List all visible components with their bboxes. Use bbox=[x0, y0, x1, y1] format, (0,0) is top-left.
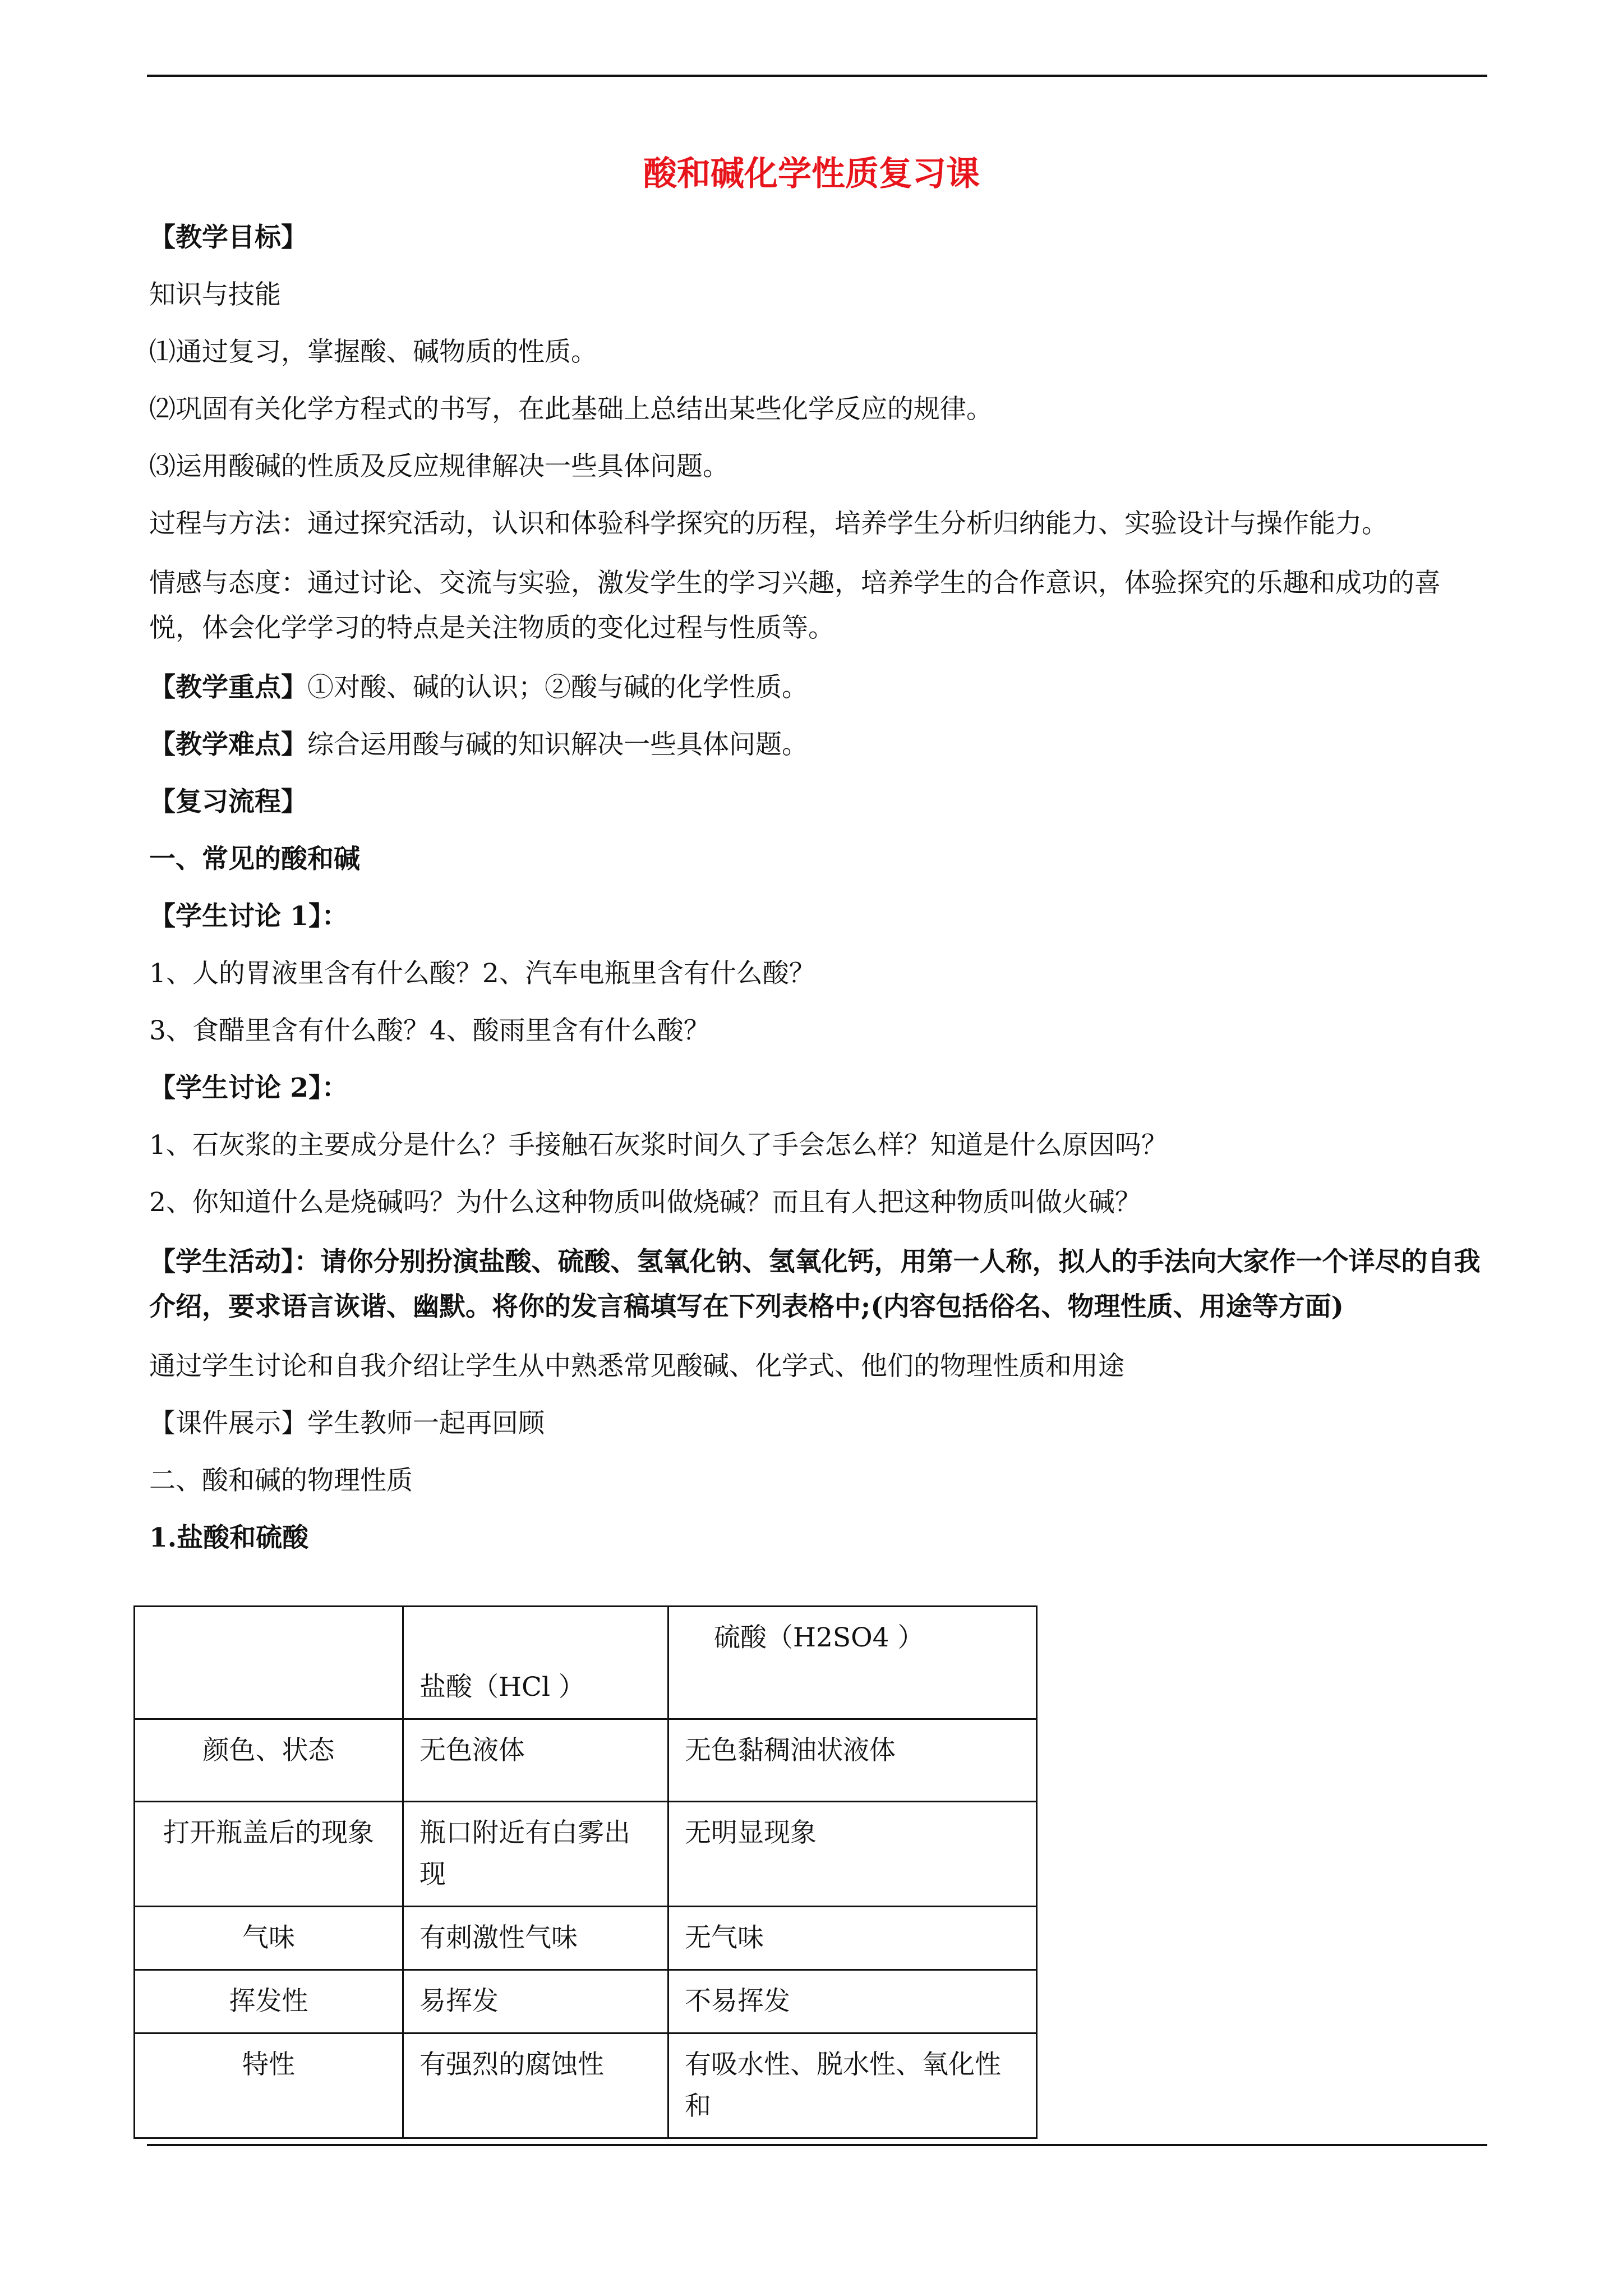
footer-rule bbox=[147, 2144, 1487, 2146]
section-2-heading: 二、酸和碱的物理性质 bbox=[149, 1465, 413, 1496]
table-cell: 打开瓶盖后的现象 bbox=[135, 1802, 403, 1907]
table-row bbox=[135, 1907, 1037, 1970]
table-row bbox=[135, 1970, 1037, 2033]
table-cell: 瓶口附近有白雾出现 bbox=[403, 1802, 668, 1907]
table-cell: 气味 bbox=[135, 1907, 403, 1970]
difficulties-text: 综合运用酸与碱的知识解决一些具体问题。 bbox=[307, 729, 808, 760]
discussion-2-line-b: 2、你知道什么是烧碱吗？为什么这种物质叫做烧碱？而且有人把这种物质叫做火碱？ bbox=[149, 1187, 1141, 1218]
objectives-heading: 【教学目标】 bbox=[149, 222, 307, 253]
difficulties-label: 【教学难点】 bbox=[149, 729, 307, 760]
table-cell: 有刺激性气味 bbox=[403, 1907, 668, 1970]
table-cell: 有吸水性、脱水性、氧化性和 bbox=[668, 2033, 1037, 2138]
table-cell: 无色液体 bbox=[403, 1719, 668, 1802]
objective-item-3: ⑶运用酸碱的性质及反应规律解决一些具体问题。 bbox=[149, 451, 729, 482]
emotion-attitude: 情感与态度：通过讨论、交流与实验，激发学生的学习兴趣，培养学生的合作意识，体验探究的乐趣和成功的喜悦，体会化学学习的特点是关注物质的变化过程与性质等。 bbox=[149, 568, 1441, 643]
table-cell: 挥发性 bbox=[135, 1970, 403, 2033]
table-header-cell: 盐酸（HCl ） bbox=[403, 1607, 668, 1719]
table-cell: 不易挥发 bbox=[668, 1970, 1037, 2033]
table-cell: 无色黏稠油状液体 bbox=[668, 1719, 1037, 1802]
courseware-text: 学生教师一起再回顾 bbox=[307, 1408, 545, 1439]
table-header-cell bbox=[668, 1607, 1037, 1719]
document-body bbox=[149, 218, 1490, 1575]
table-cell: 易挥发 bbox=[403, 1970, 668, 2033]
discussion-1-heading: 【学生讨论 1】： bbox=[149, 901, 348, 932]
key-points bbox=[149, 668, 1490, 708]
discussion-1-line-b: 3、食醋里含有什么酸？4、酸雨里含有什么酸？ bbox=[149, 1015, 710, 1046]
process-method: 过程与方法：通过探究活动，认识和体验科学探究的历程，培养学生分析归纳能力、实验设计与操作能力。 bbox=[149, 508, 1388, 539]
header-rule bbox=[147, 75, 1487, 77]
review-flow-heading: 【复习流程】 bbox=[149, 786, 307, 817]
table-header-cell bbox=[135, 1607, 403, 1719]
discussion-2-heading: 【学生讨论 2】： bbox=[149, 1073, 348, 1103]
table-row bbox=[135, 1719, 1037, 1802]
table-cell: 无气味 bbox=[668, 1907, 1037, 1970]
activity-summary: 通过学生讨论和自我介绍让学生从中熟悉常见酸碱、化学式、他们的物理性质和用途 bbox=[149, 1351, 1124, 1382]
table-cell: 无明显现象 bbox=[668, 1802, 1037, 1907]
objective-item-1: ⑴通过复习，掌握酸、碱物质的性质。 bbox=[149, 337, 597, 367]
sulfuric-acid-header: 硫酸（H2SO4 ） bbox=[714, 1622, 924, 1653]
table-cell: 特性 bbox=[135, 2033, 403, 2138]
subsection-1-heading: 1.盐酸和硫酸 bbox=[149, 1522, 309, 1553]
key-points-text: ①对酸、碱的认识；②酸与碱的化学性质。 bbox=[307, 672, 808, 703]
knowledge-heading: 知识与技能 bbox=[149, 279, 281, 310]
document-title: 酸和碱化学性质复习课 bbox=[643, 154, 980, 194]
key-points-label: 【教学重点】 bbox=[149, 672, 307, 703]
courseware-display bbox=[149, 1404, 1490, 1444]
objective-item-2: ⑵巩固有关化学方程式的书写，在此基础上总结出某些化学反应的规律。 bbox=[149, 394, 993, 425]
table-row bbox=[135, 1802, 1037, 1907]
student-activity: 【学生活动】：请你分别扮演盐酸、硫酸、氢氧化钠、氢氧化钙，用第一人称，拟人的手法向大家作一个详尽的自我介绍，要求语言诙谐、幽默。将你的发言稿填写在下列表格中;(内容包括俗名、物理性质、用途等方面) bbox=[149, 1246, 1481, 1322]
table-row bbox=[135, 2033, 1037, 2138]
courseware-label: 【课件展示】 bbox=[149, 1408, 307, 1439]
table-header-row bbox=[135, 1607, 1037, 1719]
section-1-heading: 一、常见的酸和碱 bbox=[149, 844, 360, 875]
discussion-1-line-a: 1、人的胃液里含有什么酸？2、汽车电瓶里含有什么酸？ bbox=[149, 958, 815, 989]
table-cell: 颜色、状态 bbox=[135, 1719, 403, 1802]
table-cell: 有强烈的腐蚀性 bbox=[403, 2033, 668, 2138]
acid-properties-table bbox=[133, 1605, 1038, 2139]
difficulties bbox=[149, 725, 1490, 765]
discussion-2-line-a: 1、石灰浆的主要成分是什么？手接触石灰浆时间久了手会怎么样？知道是什么原因吗？ bbox=[149, 1130, 1168, 1161]
